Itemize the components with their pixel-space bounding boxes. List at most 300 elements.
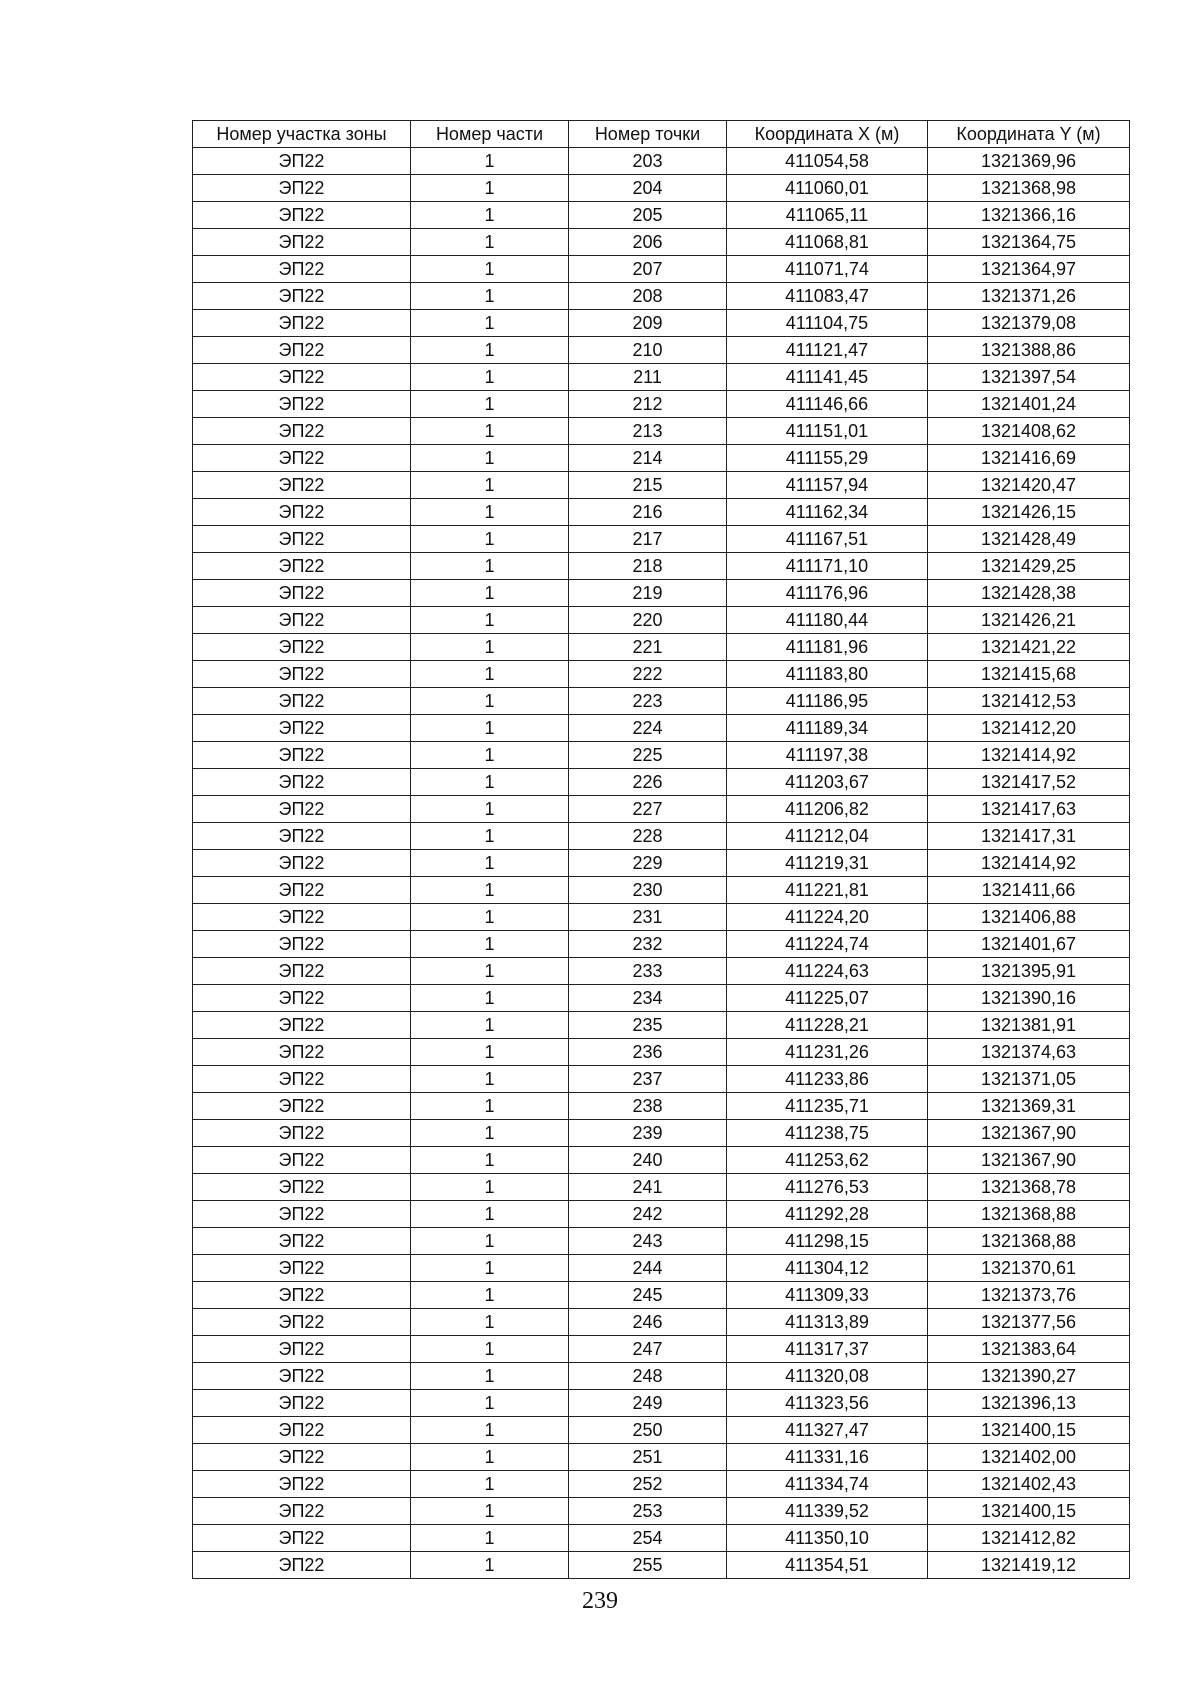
table-row: [193, 175, 1130, 202]
cell-coordinate-y: 1321397,54: [928, 364, 1130, 391]
cell-zone-section: ЭП22: [193, 985, 411, 1012]
cell-coordinate-x: 411212,04: [727, 823, 928, 850]
cell-point-number: 222: [569, 661, 727, 688]
table-row: [193, 1120, 1130, 1147]
cell-coordinate-y: 1321379,08: [928, 310, 1130, 337]
cell-part-number: 1: [411, 553, 569, 580]
cell-coordinate-x: 411197,38: [727, 742, 928, 769]
cell-part-number: 1: [411, 607, 569, 634]
cell-part-number: 1: [411, 1282, 569, 1309]
cell-zone-section: ЭП22: [193, 1255, 411, 1282]
cell-coordinate-y: 1321426,21: [928, 607, 1130, 634]
table-row: [193, 256, 1130, 283]
cell-coordinate-x: 411320,08: [727, 1363, 928, 1390]
table-row: [193, 553, 1130, 580]
cell-coordinate-x: 411083,47: [727, 283, 928, 310]
cell-part-number: 1: [411, 769, 569, 796]
cell-point-number: 218: [569, 553, 727, 580]
cell-coordinate-y: 1321373,76: [928, 1282, 1130, 1309]
cell-point-number: 248: [569, 1363, 727, 1390]
cell-point-number: 240: [569, 1147, 727, 1174]
cell-coordinate-x: 411219,31: [727, 850, 928, 877]
table-row: [193, 742, 1130, 769]
table-row: [193, 715, 1130, 742]
cell-coordinate-x: 411167,51: [727, 526, 928, 553]
cell-zone-section: ЭП22: [193, 472, 411, 499]
cell-point-number: 242: [569, 1201, 727, 1228]
cell-part-number: 1: [411, 202, 569, 229]
cell-coordinate-y: 1321390,27: [928, 1363, 1130, 1390]
cell-part-number: 1: [411, 688, 569, 715]
cell-coordinate-y: 1321369,96: [928, 148, 1130, 175]
table-row: [193, 1174, 1130, 1201]
header-coordinate-y: Координата Y (м): [928, 121, 1130, 148]
cell-coordinate-x: 411189,34: [727, 715, 928, 742]
cell-coordinate-x: 411180,44: [727, 607, 928, 634]
cell-zone-section: ЭП22: [193, 1363, 411, 1390]
table-row: [193, 337, 1130, 364]
cell-point-number: 231: [569, 904, 727, 931]
cell-coordinate-x: 411060,01: [727, 175, 928, 202]
table-row: [193, 1444, 1130, 1471]
cell-coordinate-y: 1321395,91: [928, 958, 1130, 985]
cell-coordinate-x: 411141,45: [727, 364, 928, 391]
cell-coordinate-x: 411233,86: [727, 1066, 928, 1093]
cell-coordinate-x: 411071,74: [727, 256, 928, 283]
cell-coordinate-y: 1321370,61: [928, 1255, 1130, 1282]
cell-coordinate-x: 411157,94: [727, 472, 928, 499]
cell-part-number: 1: [411, 391, 569, 418]
cell-part-number: 1: [411, 175, 569, 202]
cell-zone-section: ЭП22: [193, 931, 411, 958]
cell-part-number: 1: [411, 850, 569, 877]
cell-point-number: 246: [569, 1309, 727, 1336]
cell-point-number: 225: [569, 742, 727, 769]
cell-part-number: 1: [411, 1471, 569, 1498]
cell-zone-section: ЭП22: [193, 1201, 411, 1228]
cell-zone-section: ЭП22: [193, 607, 411, 634]
cell-coordinate-y: 1321364,97: [928, 256, 1130, 283]
cell-point-number: 224: [569, 715, 727, 742]
cell-part-number: 1: [411, 1012, 569, 1039]
cell-zone-section: ЭП22: [193, 688, 411, 715]
cell-zone-section: ЭП22: [193, 526, 411, 553]
cell-point-number: 244: [569, 1255, 727, 1282]
table-row: [193, 364, 1130, 391]
cell-coordinate-x: 411253,62: [727, 1147, 928, 1174]
table-row: [193, 1552, 1130, 1579]
cell-zone-section: ЭП22: [193, 1336, 411, 1363]
cell-point-number: 247: [569, 1336, 727, 1363]
cell-coordinate-x: 411304,12: [727, 1255, 928, 1282]
table-row: [193, 445, 1130, 472]
cell-point-number: 219: [569, 580, 727, 607]
cell-zone-section: ЭП22: [193, 283, 411, 310]
cell-part-number: 1: [411, 1552, 569, 1579]
cell-coordinate-x: 411327,47: [727, 1417, 928, 1444]
cell-point-number: 226: [569, 769, 727, 796]
cell-coordinate-y: 1321374,63: [928, 1039, 1130, 1066]
cell-point-number: 238: [569, 1093, 727, 1120]
cell-zone-section: ЭП22: [193, 958, 411, 985]
table-row: [193, 1147, 1130, 1174]
cell-point-number: 234: [569, 985, 727, 1012]
table-row: [193, 985, 1130, 1012]
table-row: [193, 607, 1130, 634]
cell-point-number: 209: [569, 310, 727, 337]
cell-coordinate-x: 411224,74: [727, 931, 928, 958]
cell-coordinate-x: 411339,52: [727, 1498, 928, 1525]
cell-point-number: 228: [569, 823, 727, 850]
cell-zone-section: ЭП22: [193, 1390, 411, 1417]
cell-zone-section: ЭП22: [193, 1444, 411, 1471]
table-header-row: [193, 121, 1130, 148]
cell-zone-section: ЭП22: [193, 796, 411, 823]
cell-coordinate-x: 411224,20: [727, 904, 928, 931]
cell-zone-section: ЭП22: [193, 1471, 411, 1498]
cell-part-number: 1: [411, 823, 569, 850]
cell-part-number: 1: [411, 229, 569, 256]
cell-zone-section: ЭП22: [193, 769, 411, 796]
cell-coordinate-x: 411313,89: [727, 1309, 928, 1336]
cell-zone-section: ЭП22: [193, 1039, 411, 1066]
cell-coordinate-y: 1321367,90: [928, 1147, 1130, 1174]
cell-zone-section: ЭП22: [193, 553, 411, 580]
cell-part-number: 1: [411, 1309, 569, 1336]
cell-coordinate-y: 1321419,12: [928, 1552, 1130, 1579]
cell-coordinate-x: 411276,53: [727, 1174, 928, 1201]
cell-coordinate-x: 411350,10: [727, 1525, 928, 1552]
header-coordinate-x: Координата X (м): [727, 121, 928, 148]
cell-coordinate-y: 1321417,31: [928, 823, 1130, 850]
cell-part-number: 1: [411, 1417, 569, 1444]
cell-coordinate-y: 1321428,49: [928, 526, 1130, 553]
cell-zone-section: ЭП22: [193, 310, 411, 337]
cell-part-number: 1: [411, 1174, 569, 1201]
cell-part-number: 1: [411, 526, 569, 553]
cell-point-number: 206: [569, 229, 727, 256]
table-row: [193, 1498, 1130, 1525]
table-row: [193, 580, 1130, 607]
cell-coordinate-x: 411121,47: [727, 337, 928, 364]
cell-part-number: 1: [411, 1444, 569, 1471]
cell-zone-section: ЭП22: [193, 1093, 411, 1120]
table-row: [193, 931, 1130, 958]
table-row: [193, 1282, 1130, 1309]
cell-coordinate-y: 1321402,43: [928, 1471, 1130, 1498]
cell-coordinate-y: 1321368,88: [928, 1228, 1130, 1255]
table-row: [193, 310, 1130, 337]
cell-point-number: 212: [569, 391, 727, 418]
cell-point-number: 249: [569, 1390, 727, 1417]
cell-coordinate-y: 1321414,92: [928, 742, 1130, 769]
cell-coordinate-x: 411323,56: [727, 1390, 928, 1417]
cell-coordinate-y: 1321400,15: [928, 1417, 1130, 1444]
cell-zone-section: ЭП22: [193, 1228, 411, 1255]
cell-coordinate-y: 1321396,13: [928, 1390, 1130, 1417]
cell-point-number: 245: [569, 1282, 727, 1309]
cell-point-number: 211: [569, 364, 727, 391]
cell-coordinate-y: 1321366,16: [928, 202, 1130, 229]
cell-coordinate-y: 1321369,31: [928, 1093, 1130, 1120]
cell-part-number: 1: [411, 310, 569, 337]
table-row: [193, 1390, 1130, 1417]
cell-coordinate-x: 411186,95: [727, 688, 928, 715]
cell-coordinate-y: 1321408,62: [928, 418, 1130, 445]
cell-coordinate-x: 411104,75: [727, 310, 928, 337]
cell-coordinate-y: 1321371,26: [928, 283, 1130, 310]
cell-zone-section: ЭП22: [193, 661, 411, 688]
table-row: [193, 1471, 1130, 1498]
cell-zone-section: ЭП22: [193, 634, 411, 661]
cell-coordinate-x: 411176,96: [727, 580, 928, 607]
cell-coordinate-y: 1321402,00: [928, 1444, 1130, 1471]
cell-part-number: 1: [411, 472, 569, 499]
cell-coordinate-y: 1321426,15: [928, 499, 1130, 526]
table-row: [193, 688, 1130, 715]
cell-coordinate-x: 411162,34: [727, 499, 928, 526]
cell-coordinate-y: 1321429,25: [928, 553, 1130, 580]
cell-zone-section: ЭП22: [193, 256, 411, 283]
table-row: [193, 1363, 1130, 1390]
cell-point-number: 235: [569, 1012, 727, 1039]
cell-point-number: 217: [569, 526, 727, 553]
cell-part-number: 1: [411, 445, 569, 472]
cell-zone-section: ЭП22: [193, 823, 411, 850]
table-row: [193, 769, 1130, 796]
table-row: [193, 661, 1130, 688]
cell-coordinate-y: 1321367,90: [928, 1120, 1130, 1147]
cell-part-number: 1: [411, 364, 569, 391]
cell-part-number: 1: [411, 1525, 569, 1552]
cell-part-number: 1: [411, 418, 569, 445]
cell-coordinate-y: 1321428,38: [928, 580, 1130, 607]
table-row: [193, 958, 1130, 985]
cell-point-number: 237: [569, 1066, 727, 1093]
cell-point-number: 251: [569, 1444, 727, 1471]
table-row: [193, 1309, 1130, 1336]
cell-coordinate-x: 411298,15: [727, 1228, 928, 1255]
cell-zone-section: ЭП22: [193, 877, 411, 904]
cell-coordinate-x: 411317,37: [727, 1336, 928, 1363]
table-row: [193, 1201, 1130, 1228]
cell-coordinate-x: 411228,21: [727, 1012, 928, 1039]
table-row: [193, 1066, 1130, 1093]
cell-point-number: 215: [569, 472, 727, 499]
table-row: [193, 526, 1130, 553]
cell-coordinate-y: 1321415,68: [928, 661, 1130, 688]
cell-coordinate-y: 1321417,63: [928, 796, 1130, 823]
cell-zone-section: ЭП22: [193, 445, 411, 472]
cell-point-number: 207: [569, 256, 727, 283]
table-row: [193, 1336, 1130, 1363]
cell-part-number: 1: [411, 337, 569, 364]
table-row: [193, 499, 1130, 526]
cell-zone-section: ЭП22: [193, 1552, 411, 1579]
cell-coordinate-x: 411292,28: [727, 1201, 928, 1228]
cell-coordinate-x: 411065,11: [727, 202, 928, 229]
cell-zone-section: ЭП22: [193, 1174, 411, 1201]
cell-coordinate-x: 411225,07: [727, 985, 928, 1012]
cell-point-number: 220: [569, 607, 727, 634]
cell-coordinate-x: 411221,81: [727, 877, 928, 904]
cell-point-number: 210: [569, 337, 727, 364]
cell-coordinate-x: 411054,58: [727, 148, 928, 175]
cell-coordinate-y: 1321364,75: [928, 229, 1130, 256]
cell-coordinate-x: 411181,96: [727, 634, 928, 661]
cell-point-number: 229: [569, 850, 727, 877]
cell-part-number: 1: [411, 1498, 569, 1525]
cell-part-number: 1: [411, 256, 569, 283]
cell-zone-section: ЭП22: [193, 580, 411, 607]
cell-zone-section: ЭП22: [193, 1309, 411, 1336]
cell-point-number: 216: [569, 499, 727, 526]
cell-point-number: 252: [569, 1471, 727, 1498]
table-row: [193, 472, 1130, 499]
cell-point-number: 227: [569, 796, 727, 823]
cell-part-number: 1: [411, 1120, 569, 1147]
table-row: [193, 1525, 1130, 1552]
table-row: [193, 148, 1130, 175]
table-row: [193, 1093, 1130, 1120]
cell-coordinate-x: 411231,26: [727, 1039, 928, 1066]
header-zone-section: Номер участка зоны: [193, 121, 411, 148]
cell-coordinate-y: 1321411,66: [928, 877, 1130, 904]
cell-point-number: 254: [569, 1525, 727, 1552]
cell-part-number: 1: [411, 877, 569, 904]
cell-coordinate-x: 411206,82: [727, 796, 928, 823]
cell-zone-section: ЭП22: [193, 1417, 411, 1444]
cell-coordinate-x: 411238,75: [727, 1120, 928, 1147]
cell-part-number: 1: [411, 580, 569, 607]
cell-part-number: 1: [411, 148, 569, 175]
table-row: [193, 1228, 1130, 1255]
table-row: [193, 850, 1130, 877]
cell-part-number: 1: [411, 1201, 569, 1228]
table-row: [193, 1039, 1130, 1066]
table-row: [193, 823, 1130, 850]
cell-zone-section: ЭП22: [193, 1066, 411, 1093]
cell-zone-section: ЭП22: [193, 715, 411, 742]
page-number: 239: [582, 1588, 618, 1614]
cell-part-number: 1: [411, 1336, 569, 1363]
cell-part-number: 1: [411, 283, 569, 310]
cell-point-number: 232: [569, 931, 727, 958]
cell-zone-section: ЭП22: [193, 229, 411, 256]
table-row: [193, 1417, 1130, 1444]
cell-part-number: 1: [411, 1363, 569, 1390]
cell-point-number: 233: [569, 958, 727, 985]
cell-point-number: 230: [569, 877, 727, 904]
table-row: [193, 904, 1130, 931]
header-part-number: Номер части: [411, 121, 569, 148]
cell-point-number: 255: [569, 1552, 727, 1579]
cell-zone-section: ЭП22: [193, 364, 411, 391]
cell-coordinate-x: 411334,74: [727, 1471, 928, 1498]
cell-coordinate-y: 1321377,56: [928, 1309, 1130, 1336]
table-row: [193, 202, 1130, 229]
cell-part-number: 1: [411, 661, 569, 688]
table-row: [193, 229, 1130, 256]
cell-zone-section: ЭП22: [193, 1282, 411, 1309]
cell-coordinate-y: 1321381,91: [928, 1012, 1130, 1039]
cell-coordinate-y: 1321412,82: [928, 1525, 1130, 1552]
cell-part-number: 1: [411, 904, 569, 931]
cell-zone-section: ЭП22: [193, 850, 411, 877]
cell-coordinate-x: 411309,33: [727, 1282, 928, 1309]
cell-zone-section: ЭП22: [193, 175, 411, 202]
cell-coordinate-y: 1321400,15: [928, 1498, 1130, 1525]
cell-point-number: 243: [569, 1228, 727, 1255]
cell-part-number: 1: [411, 1228, 569, 1255]
cell-coordinate-x: 411155,29: [727, 445, 928, 472]
cell-coordinate-x: 411224,63: [727, 958, 928, 985]
cell-coordinate-y: 1321401,67: [928, 931, 1130, 958]
cell-zone-section: ЭП22: [193, 904, 411, 931]
cell-part-number: 1: [411, 931, 569, 958]
cell-part-number: 1: [411, 1255, 569, 1282]
cell-part-number: 1: [411, 1039, 569, 1066]
cell-coordinate-x: 411171,10: [727, 553, 928, 580]
cell-coordinate-x: 411146,66: [727, 391, 928, 418]
coordinates-table: [192, 120, 1130, 1579]
cell-point-number: 250: [569, 1417, 727, 1444]
cell-coordinate-y: 1321388,86: [928, 337, 1130, 364]
cell-coordinate-y: 1321368,88: [928, 1201, 1130, 1228]
cell-coordinate-y: 1321406,88: [928, 904, 1130, 931]
cell-coordinate-y: 1321414,92: [928, 850, 1130, 877]
table-row: [193, 283, 1130, 310]
cell-part-number: 1: [411, 1147, 569, 1174]
cell-coordinate-x: 411235,71: [727, 1093, 928, 1120]
cell-point-number: 208: [569, 283, 727, 310]
table-row: [193, 1012, 1130, 1039]
cell-point-number: 203: [569, 148, 727, 175]
cell-coordinate-x: 411354,51: [727, 1552, 928, 1579]
cell-part-number: 1: [411, 715, 569, 742]
table-row: [193, 877, 1130, 904]
cell-coordinate-y: 1321371,05: [928, 1066, 1130, 1093]
cell-coordinate-y: 1321368,78: [928, 1174, 1130, 1201]
cell-zone-section: ЭП22: [193, 148, 411, 175]
cell-coordinate-x: 411151,01: [727, 418, 928, 445]
cell-coordinate-y: 1321420,47: [928, 472, 1130, 499]
cell-zone-section: ЭП22: [193, 1498, 411, 1525]
cell-zone-section: ЭП22: [193, 742, 411, 769]
cell-coordinate-y: 1321417,52: [928, 769, 1130, 796]
cell-coordinate-y: 1321412,20: [928, 715, 1130, 742]
table-body: [193, 148, 1130, 1579]
cell-part-number: 1: [411, 958, 569, 985]
cell-point-number: 213: [569, 418, 727, 445]
cell-point-number: 239: [569, 1120, 727, 1147]
cell-part-number: 1: [411, 1390, 569, 1417]
table-row: [193, 1255, 1130, 1282]
cell-part-number: 1: [411, 499, 569, 526]
cell-point-number: 205: [569, 202, 727, 229]
cell-part-number: 1: [411, 985, 569, 1012]
cell-zone-section: ЭП22: [193, 1147, 411, 1174]
cell-zone-section: ЭП22: [193, 1012, 411, 1039]
cell-coordinate-y: 1321416,69: [928, 445, 1130, 472]
table-row: [193, 634, 1130, 661]
cell-coordinate-y: 1321421,22: [928, 634, 1130, 661]
cell-coordinate-y: 1321390,16: [928, 985, 1130, 1012]
cell-coordinate-x: 411068,81: [727, 229, 928, 256]
cell-point-number: 214: [569, 445, 727, 472]
table-row: [193, 796, 1130, 823]
cell-point-number: 223: [569, 688, 727, 715]
